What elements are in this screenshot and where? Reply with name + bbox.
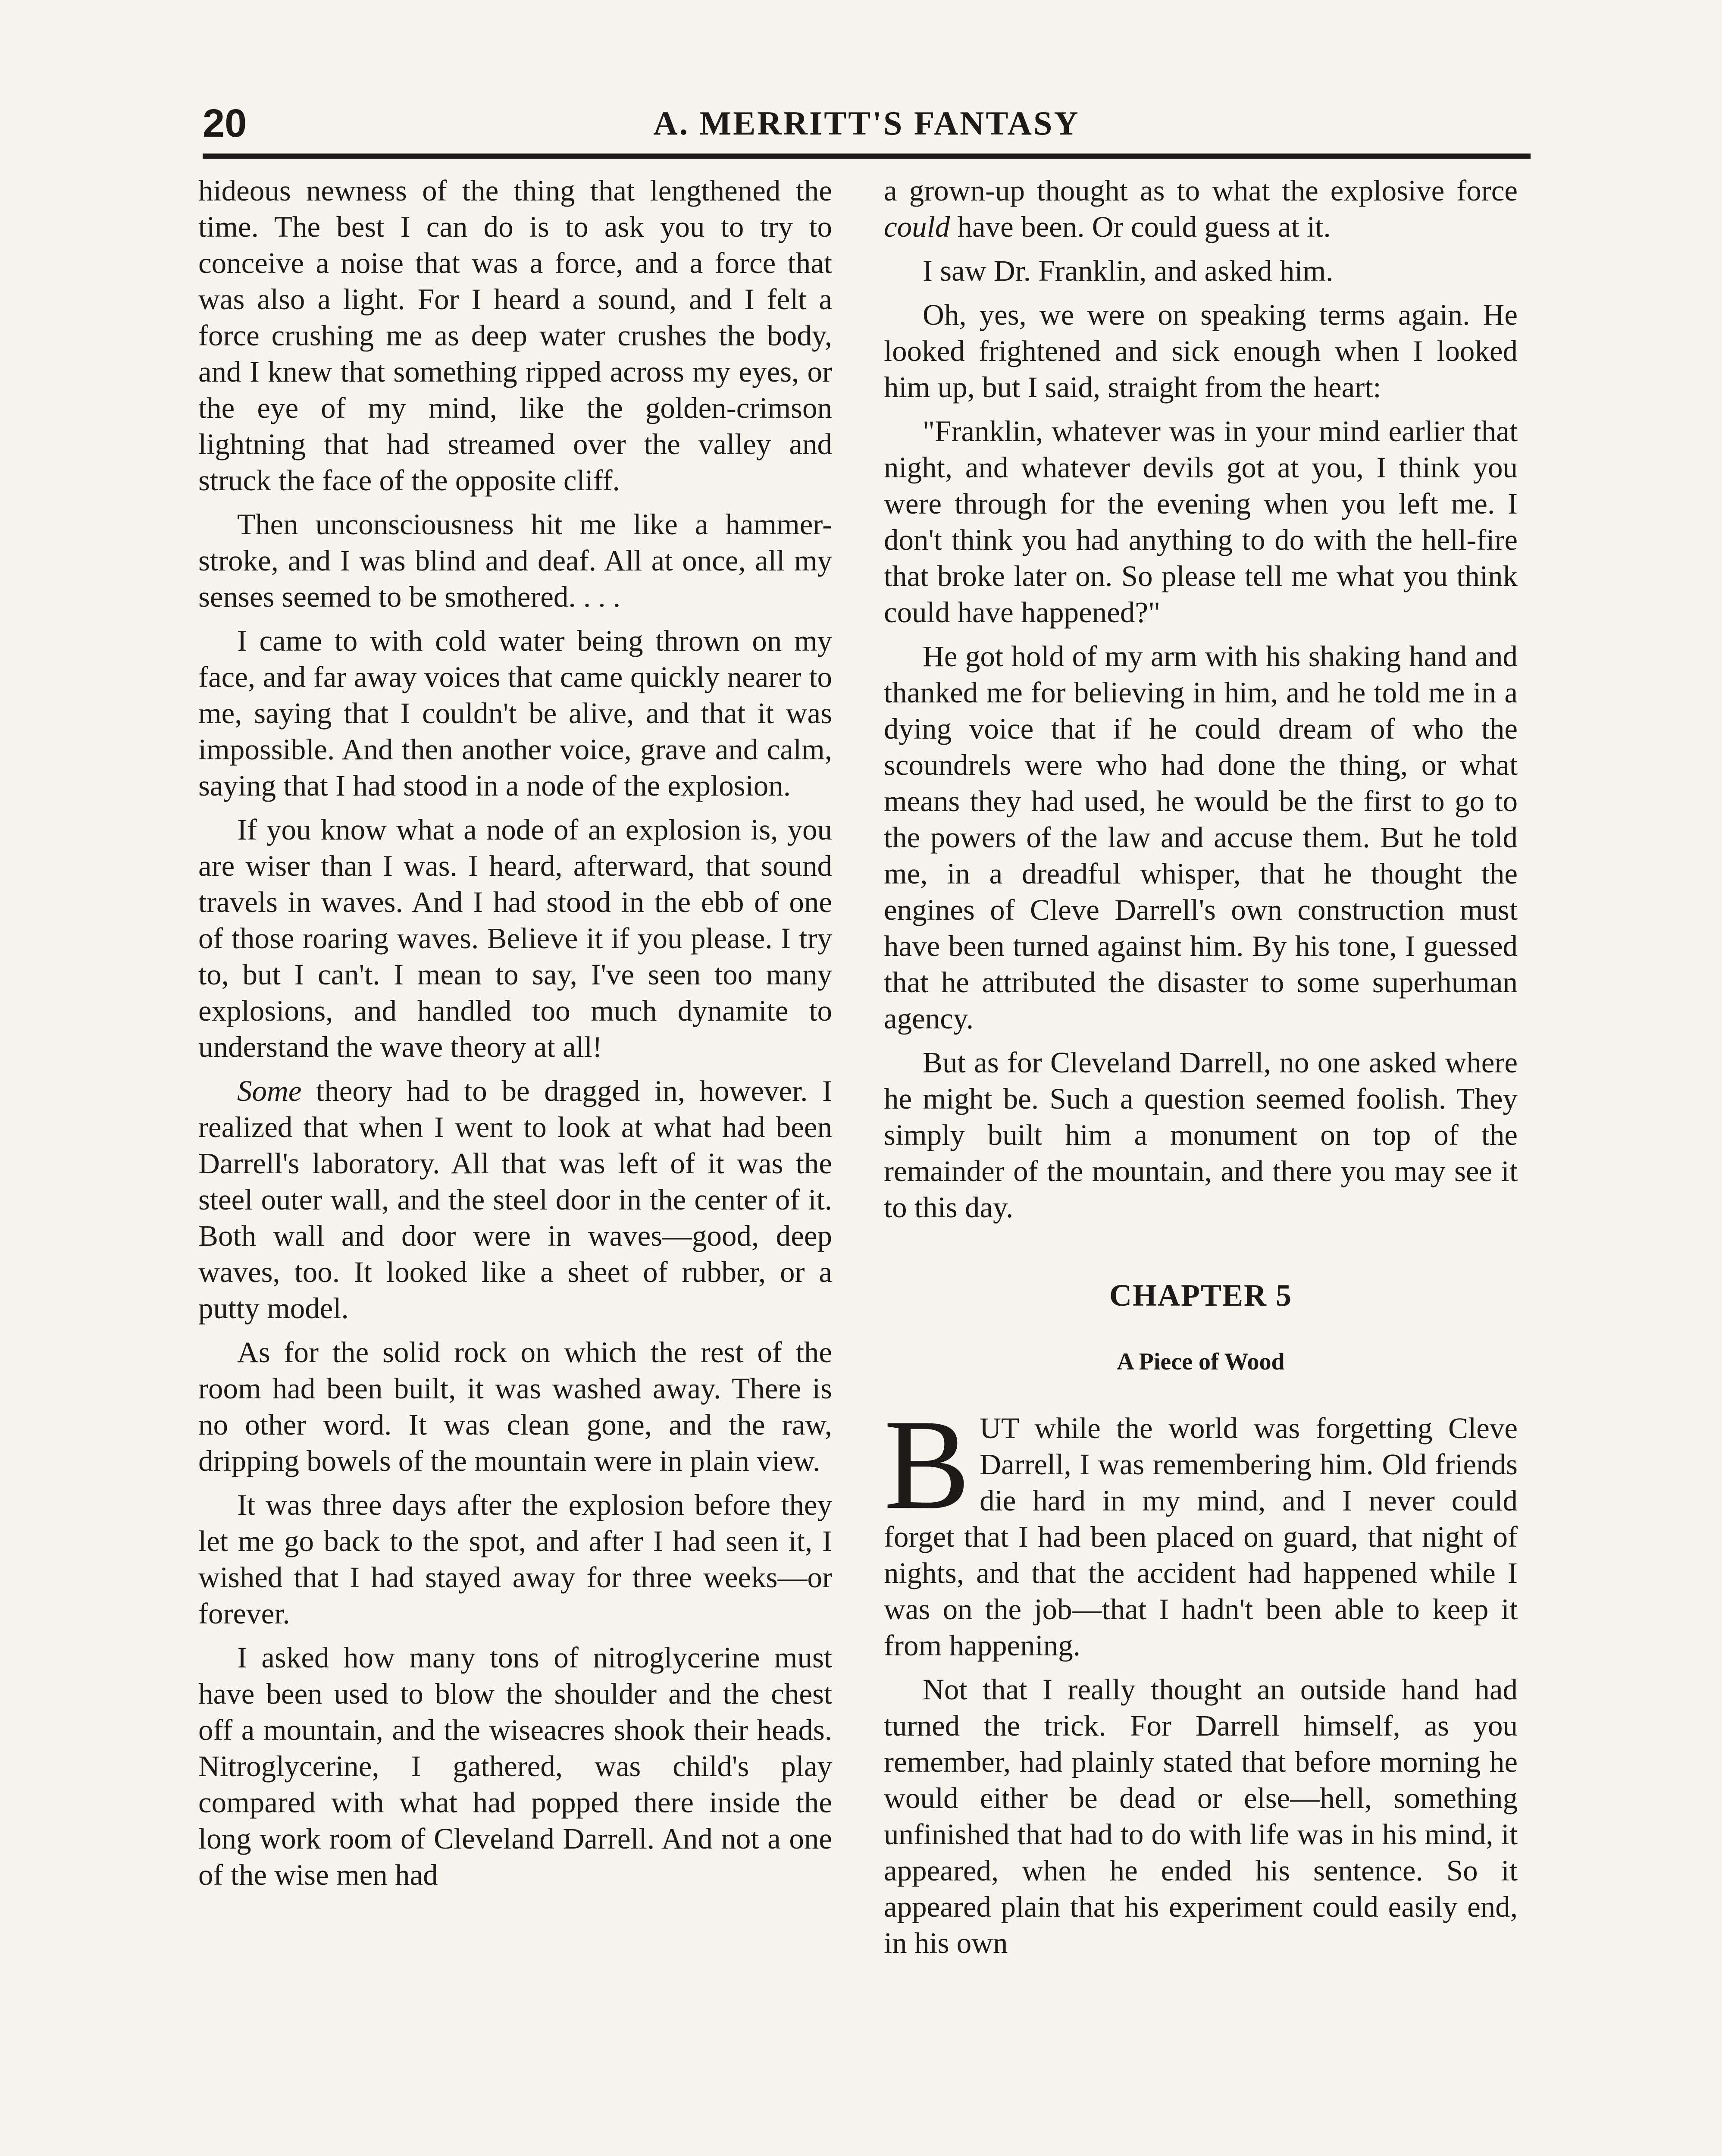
paragraph: hideous newness of the thing that lengthened the time. The best I can do is to ask you to try to conceive a noise that was a force, and a force that was also a light. For I heard a sound, and I felt a force crushing me as deep water crushes the body, and I knew that something ripped across my eyes, or the eye of my mind, like the golden-crimson lightning that had streamed over the valley and struck the face of the opposite cliff. [198, 174, 832, 497]
paragraph: If you know what a node of an explosion is, you are wiser than I was. I heard, afterward, that sound travels in waves. And I had stood in the ebb of one of those roaring waves. Believe it if you please. I try to, but I can't. I mean to say, I've seen too many explosions, and handled too much dynamite to understand the wave theory at all! [198, 813, 832, 1063]
paragraph-text: UT while the world was forgetting Cleve Darrell, I was remembering him. Old friends die hard in my mind, and I never could forget that I had been placed on guard, that night of nights, and that the accident had happened while I was on the job—that I hadn't been able to keep it from happening. [884, 1412, 1518, 1662]
paragraph: I came to with cold water being thrown on my face, and far away voices that came quickly nearer to me, saying that I couldn't be alive, and that it was impossible. And then another voice, grave and calm, saying that I had stood in a node of the explosion. [198, 624, 832, 802]
paragraph: Oh, yes, we were on speaking terms again. He looked frightened and sick enough when I looked him up, but I said, straight from the heart: [884, 298, 1518, 404]
drop-cap: B [884, 1393, 971, 1536]
emphasis: could [884, 210, 950, 243]
running-head: A. MERRITT'S FANTASY [653, 104, 1080, 142]
paragraph: As for the solid rock on which the rest of the room had been built, it was washed away. There is no other word. It was clean gone, and the raw, dripping bowels of the mountain were in plain view. [198, 1336, 832, 1477]
paragraph: Then unconsciousness hit me like a hammer-stroke, and I was blind and deaf. All at once, all my senses seemed to be smothered. . . . [198, 508, 832, 613]
paragraph-text: a grown-up thought as to what the explosive force [884, 174, 1518, 207]
paragraph [884, 1393, 1518, 1664]
paragraph: I asked how many tons of nitroglycerine must have been used to blow the shoulder and the chest off a mountain, and the wiseacres shook their heads. Nitroglycerine, I gathered, was child's play compared with what had popped there inside the long work room of Cleveland Darrell. And not a one of the wise men had [198, 1641, 832, 1891]
right-column [884, 172, 1518, 2156]
paragraph: I saw Dr. Franklin, and asked him. [923, 254, 1334, 287]
paragraph-text: theory had to be dragged in, however. I realized that when I went to look at what had been Darrell's laboratory. All that was left of it was the steel outer wall, and the steel door in the center of it. Both wall and door were in waves—good, deep waves, too. It looked like a sheet of rubber, or a putty model. [198, 1075, 832, 1325]
emphasis: Some [237, 1075, 302, 1107]
paragraph: Not that I really thought an outside hand had turned the trick. For Darrell himself, as you remember, had plainly stated that before morning he would either be dead or else—hell, something unfinished that had to do with life was in his mind, it appeared, when he ended his sentence. So it appeared plain that his experiment could easily end, in his own [884, 1673, 1518, 1959]
paragraph [198, 1073, 832, 1326]
chapter-title: A Piece of Wood [1117, 1348, 1285, 1375]
paragraph: It was three days after the explosion before they let me go back to the spot, and after I had seen it, I wished that I had stayed away for three weeks—or forever. [198, 1489, 832, 1630]
chapter-heading: CHAPTER 5 [1109, 1278, 1293, 1313]
paragraph-text: have been. Or could guess at it. [950, 210, 1331, 243]
page-header [203, 97, 1531, 159]
left-column [198, 172, 832, 2156]
paragraph: He got hold of my arm with his shaking hand and thanked me for believing in him, and he told me in a dying voice that if he could dream of who the scoundrels were who had done the thing, or what means they had used, he would be the first to go to the powers of the law and accuse them. But he told me, in a dreadful whisper, that he thought the engines of Cleve Darrell's own construction must have been turned against him. By his tone, I guessed that he attributed the disaster to some superhuman agency. [884, 640, 1518, 1035]
paragraph: But as for Cleveland Darrell, no one asked where he might be. Such a question seemed foolish. They simply built him a monument on top of the remainder of the mountain, and there you may see it to this day. [884, 1046, 1518, 1224]
paragraph [884, 172, 1518, 245]
page-number: 20 [203, 101, 247, 145]
paragraph: "Franklin, whatever was in your mind earlier that night, and whatever devils got at you, I think you were through for the evening when you left me. I don't think you had anything to do with the hell-fire that broke later on. So please tell me what you think could have happened?" [884, 415, 1518, 629]
